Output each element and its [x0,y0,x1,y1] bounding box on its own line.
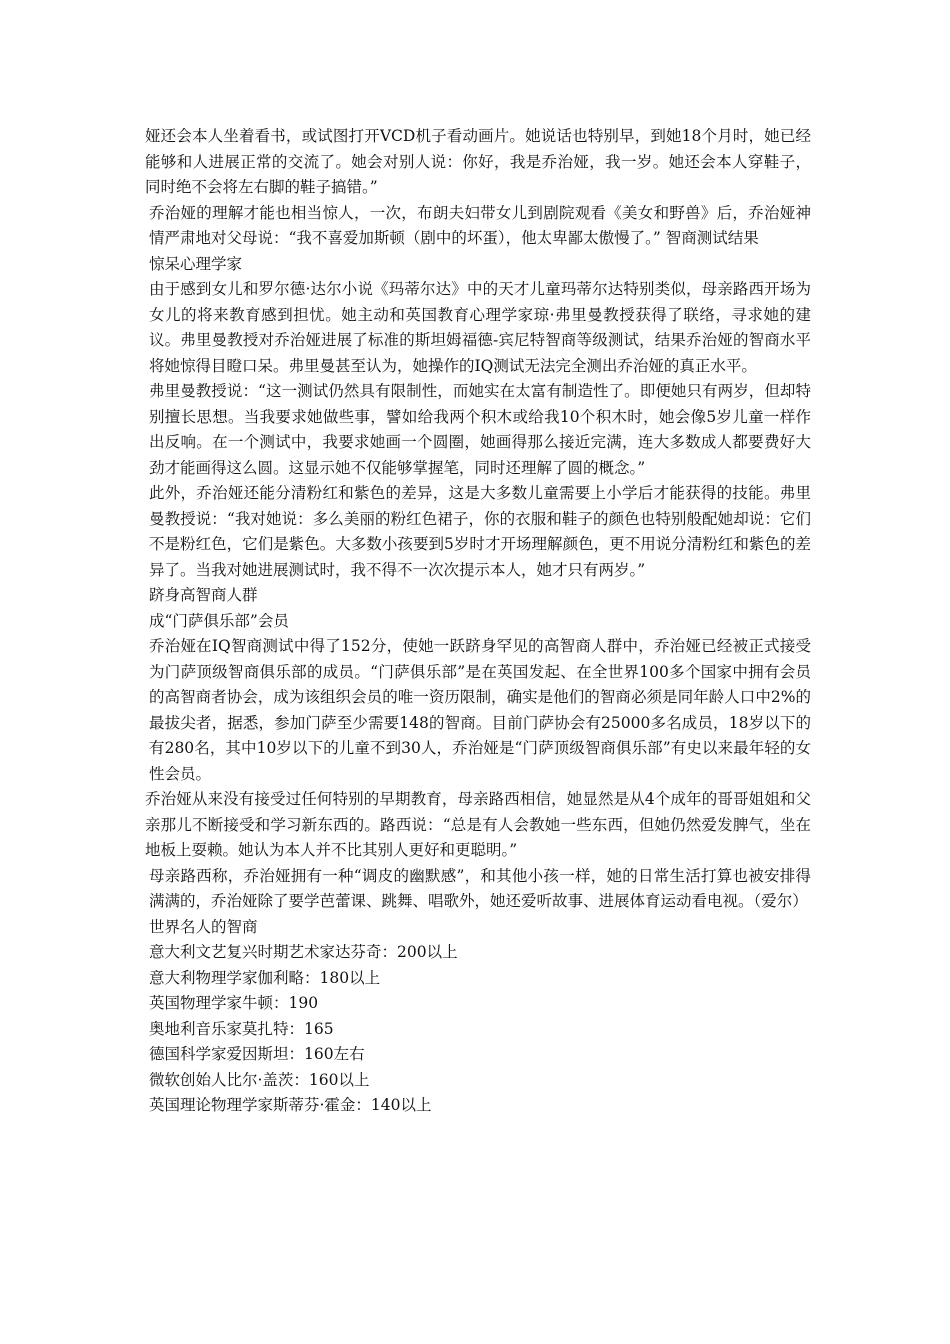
list-item-galileo: 意大利物理学家伽利略：180以上 [149,968,381,987]
list-item-hawking: 英国理论物理学家斯蒂芬·霍金：140以上 [149,1096,432,1114]
paragraph-freeman-test: 由于感到女儿和罗尔德·达尔小说《玛蒂尔达》中的天才儿童玛蒂尔达特别类似，母亲路西开场为女儿的将来教育感到担忧。她主动和英国教育心理学家琼·弗里曼教授获得了联络，寻求她的建议。弗里曼教授对乔治娅进展了标准的斯坦姆福德-宾尼特智商等级测试，结果乔治娅的智商水平将她惊得目瞪口呆。弗里曼甚至认为，她操作的IQ测试无法完全测出乔治娅的真正水平。 [149,280,811,375]
list-item-einstein: 德国科学家爱因斯坦：160左右 [149,1045,365,1063]
heading-mensa-member: 成“门萨俱乐部”会员 [149,611,289,630]
paragraph-colors: 此外，乔治娅还能分清粉红和紫色的差异，这是大多数儿童需要上小学后才能获得的技能。弗里曼教授说：“我对她说：多么美丽的粉红色裙子，你的衣服和鞋子的颜色也特别般配她却说：它们不是粉红色，它们是紫色。大多数小孩要到5岁时才开场理解颜色，更不用说分清粉红和紫色的差异了。当我对她进展测试时，我不得不一次次提示本人，她才只有两岁。” [149,484,811,579]
paragraph-humor: 母亲路西称，乔治娅拥有一种“调皮的幽默感”，和其他小孩一样，她的日常生活打算也被安排得满满的，乔治娅除了要学芭蕾课、跳舞、唱歌外，她还爱听故事、进展体育运动看电视。（爱尔） [149,866,811,910]
heading-amazed-psychologist: 惊呆心理学家 [149,254,243,273]
list-item-newton: 英国物理学家牛顿：190 [149,994,319,1012]
heading-famous-iq: 世界名人的智商 [149,917,258,936]
document-body [145,124,811,1119]
heading-high-iq-group: 跻身高智商人群 [149,586,258,604]
paragraph-early-development: 娅还会本人坐着看书，或试图打开VCD机子看动画片。她说话也特别早，到她18个月时，她已经能够和人进展正常的交流了。她会对别人说：你好，我是乔治娅，我一岁。她还会本人穿鞋子，同时绝不会将左右脚的鞋子搞错。” [145,127,811,196]
paragraph-freeman-quote: 弗里曼教授说：“这一测试仍然具有限制性，而她实在太富有制造性了。即便她只有两岁，但却特别擅长思想。当我要求她做些事，譬如给我两个积木或给我10个积木时，她会像5岁儿童一样作出反响。在一个测试中，我要求她画一个圆圈，她画得那么接近完满，连大多数成人都要费好大劲才能画得这么圆。这显示她不仅能够掌握笔，同时还理解了圆的概念。” [149,382,811,477]
paragraph-mensa: 乔治娅在IQ智商测试中得了152分，使她一跃跻身罕见的高智商人群中，乔治娅已经被正式接受为门萨顶级智商俱乐部的成员。“门萨俱乐部”是在英国发起、在全世界100多个国家中拥有会员的高智商者协会，成为该组织会员的唯一资历限制，确实是他们的智商必须是同年龄人口中2%的最拔尖者，据悉，参加门萨至少需要148的智商。目前门萨协会有25000多名成员，18岁以下的有280名，其中10岁以下的儿童不到30人，乔治娅是“门萨顶级智商俱乐部”有史以来最年轻的女性会员。 [149,637,811,783]
paragraph-no-special-education: 乔治娅从来没有接受过任何特别的早期教育，母亲路西相信，她显然是从4个成年的哥哥姐姐和父亲那儿不断接受和学习新东西的。路西说：“总是有人会教她一些东西，但她仍然爱发脾气，坐在地板上耍赖。她认为本人并不比其别人更好和更聪明。” [145,790,811,859]
paragraph-understanding: 乔治娅的理解才能也相当惊人，一次，布朗夫妇带女儿到剧院观看《美女和野兽》后，乔治娅神情严肃地对父母说：“我不喜爱加斯顿（剧中的坏蛋），他太卑鄙太傲慢了。” 智商测试结果 [149,203,811,247]
list-item-davinci: 意大利文艺复兴时期艺术家达芬奇：200以上 [149,943,458,961]
list-item-mozart: 奥地利音乐家莫扎特：165 [149,1019,334,1038]
list-item-gates: 微软创始人比尔·盖茨：160以上 [149,1070,370,1089]
